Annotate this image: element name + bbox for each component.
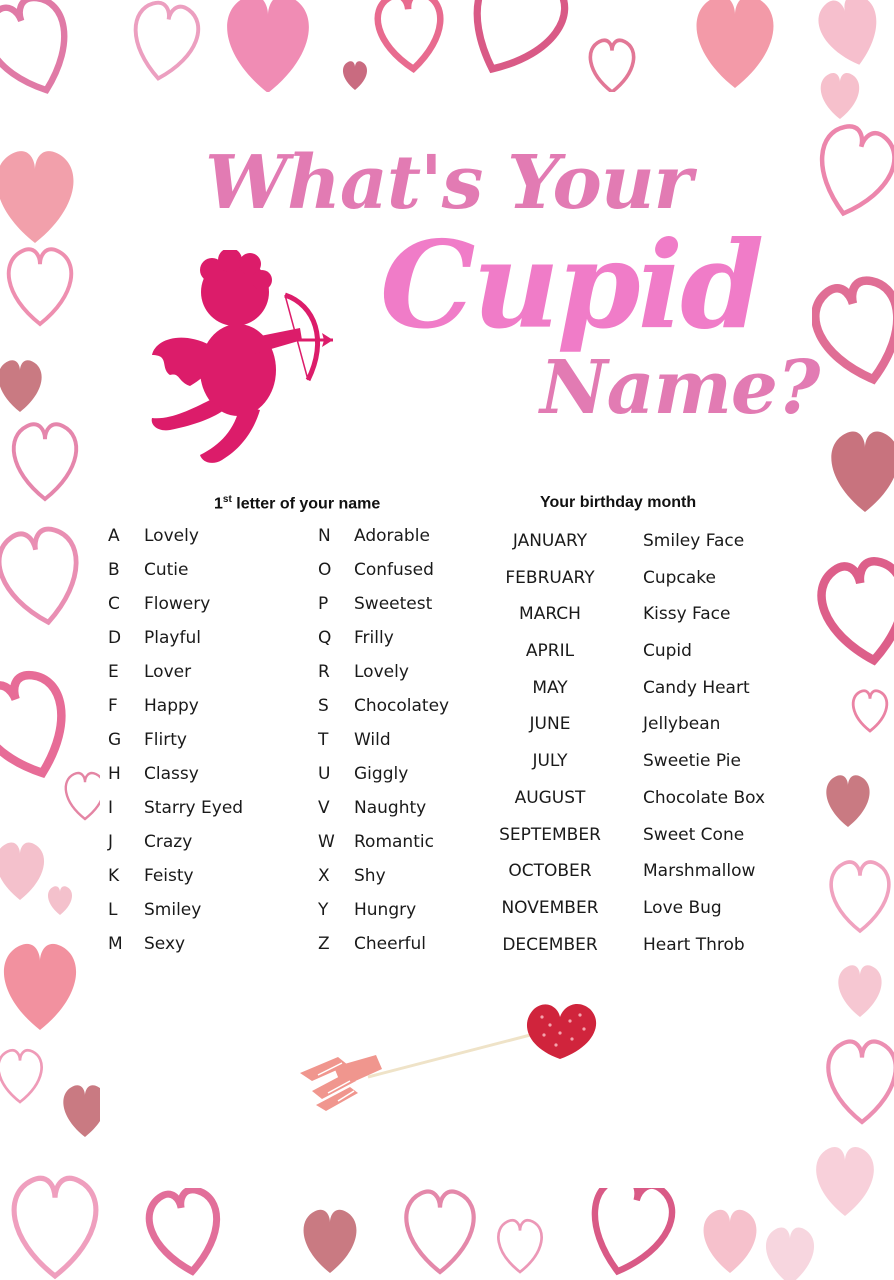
list-item	[490, 743, 765, 780]
heart-arrow-icon	[298, 995, 608, 1115]
first-name: Wild	[354, 730, 391, 750]
list-item	[318, 723, 449, 757]
letter: E	[108, 662, 119, 682]
last-name: Heart Throb	[643, 934, 745, 955]
list-item	[108, 553, 243, 587]
list-item	[490, 890, 765, 927]
list-item	[318, 553, 449, 587]
letter: U	[318, 764, 331, 784]
title-line-1: What's Your	[205, 140, 692, 226]
first-name: Starry Eyed	[144, 798, 244, 818]
list-item	[318, 893, 449, 927]
list-item	[318, 519, 449, 553]
letter: Z	[318, 934, 330, 954]
month: MAY	[532, 677, 568, 698]
letter: F	[108, 696, 118, 716]
list-item	[108, 587, 243, 621]
letter: A	[108, 526, 120, 546]
list-item	[108, 655, 243, 689]
list-item	[490, 670, 765, 707]
list-item	[490, 927, 765, 964]
month: JUNE	[529, 714, 571, 735]
list-item	[108, 791, 243, 825]
letter: J	[108, 832, 114, 852]
first-name: Flirty	[144, 730, 187, 750]
heading-suffix: st	[222, 494, 232, 505]
letter: O	[318, 560, 332, 580]
months-list	[490, 523, 765, 963]
list-item	[490, 817, 765, 854]
first-name: Shy	[354, 866, 386, 886]
letter: D	[108, 628, 122, 648]
month: APRIL	[525, 641, 575, 662]
list-item	[318, 825, 449, 859]
cupid-silhouette-icon	[150, 250, 335, 470]
list-item	[108, 825, 243, 859]
list-item	[108, 519, 243, 553]
first-name: Confused	[354, 560, 434, 580]
list-item	[318, 757, 449, 791]
last-name: Kissy Face	[643, 604, 731, 625]
month: SEPTEMBER	[499, 824, 601, 845]
list-item	[318, 689, 449, 723]
month: FEBRUARY	[505, 567, 595, 588]
first-name: Romantic	[354, 832, 434, 852]
first-name: Lover	[144, 662, 192, 682]
list-item	[490, 780, 765, 817]
month: AUGUST	[514, 787, 586, 808]
letter: V	[318, 798, 330, 818]
first-name: Sweetest	[354, 594, 433, 614]
list-item	[108, 757, 243, 791]
letter: P	[318, 594, 329, 614]
poster-title	[0, 0, 894, 450]
month-column-heading: Your birthday month	[540, 494, 697, 511]
letter: N	[318, 526, 331, 546]
list-item	[318, 621, 449, 655]
first-name: Lovely	[144, 526, 199, 546]
first-name: Smiley	[144, 900, 202, 920]
letter: S	[318, 696, 329, 716]
list-item	[318, 791, 449, 825]
first-name: Adorable	[354, 526, 430, 546]
last-name: Smiley Face	[643, 531, 745, 551]
list-item	[108, 723, 243, 757]
first-name: Cutie	[144, 560, 189, 580]
first-name: Giggly	[354, 764, 409, 784]
last-name: Chocolate Box	[643, 787, 766, 808]
first-name: Chocolatey	[354, 696, 450, 716]
list-item	[490, 633, 765, 670]
list-item	[318, 655, 449, 689]
letter: M	[108, 934, 123, 954]
month: JULY	[532, 751, 568, 772]
first-name: Cheerful	[354, 934, 427, 954]
last-name: Sweet Cone	[643, 824, 745, 845]
letter: C	[108, 594, 120, 614]
first-name: Playful	[144, 628, 201, 648]
month: MARCH	[519, 604, 581, 625]
list-item	[490, 853, 765, 890]
last-name: Love Bug	[643, 897, 722, 918]
letter: W	[318, 832, 335, 852]
letter: X	[318, 866, 330, 886]
list-item	[108, 859, 243, 893]
first-name: Classy	[144, 764, 199, 784]
last-name: Cupcake	[643, 567, 716, 588]
first-name: Sexy	[144, 934, 186, 954]
list-item	[108, 689, 243, 723]
list-item	[318, 927, 449, 961]
month: NOVEMBER	[501, 897, 599, 918]
list-item	[108, 927, 243, 961]
letter: Q	[318, 628, 332, 648]
first-name: Feisty	[144, 866, 194, 886]
list-item	[108, 893, 243, 927]
first-name: Naughty	[354, 798, 427, 818]
list-item	[490, 596, 765, 633]
first-name: Hungry	[354, 900, 417, 920]
last-name: Cupid	[643, 641, 692, 662]
list-item	[318, 859, 449, 893]
letter: H	[108, 764, 121, 784]
first-name: Frilly	[354, 628, 394, 648]
letter-column-heading	[214, 494, 380, 513]
first-name: Flowery	[144, 594, 211, 614]
list-item	[490, 706, 765, 743]
month: OCTOBER	[508, 861, 592, 882]
letter: T	[318, 730, 329, 750]
last-name: Marshmallow	[643, 861, 756, 882]
title-line-2: Cupid	[380, 215, 762, 356]
heading-text: letter of your name	[231, 495, 381, 513]
list-item	[108, 621, 243, 655]
first-name: Happy	[144, 696, 199, 716]
letter: B	[108, 560, 120, 580]
list-item	[490, 560, 765, 597]
letter: K	[108, 866, 120, 886]
letter: G	[108, 730, 122, 750]
list-item	[318, 587, 449, 621]
first-name: Lovely	[354, 662, 409, 682]
letter: I	[108, 798, 114, 818]
letters-list-n-z	[318, 519, 449, 961]
letters-list-a-m	[108, 519, 243, 961]
last-name: Candy Heart	[643, 677, 750, 698]
letter: L	[108, 900, 118, 920]
last-name: Jellybean	[643, 714, 721, 735]
list-item	[490, 523, 765, 560]
month: DECEMBER	[502, 934, 598, 955]
last-name: Sweetie Pie	[643, 751, 741, 772]
first-name: Crazy	[144, 832, 193, 852]
month: JANUARY	[512, 531, 588, 551]
heading-number: 1	[214, 495, 223, 513]
title-line-3: Name?	[540, 345, 820, 431]
letter: R	[318, 662, 330, 682]
letter: Y	[318, 900, 329, 920]
